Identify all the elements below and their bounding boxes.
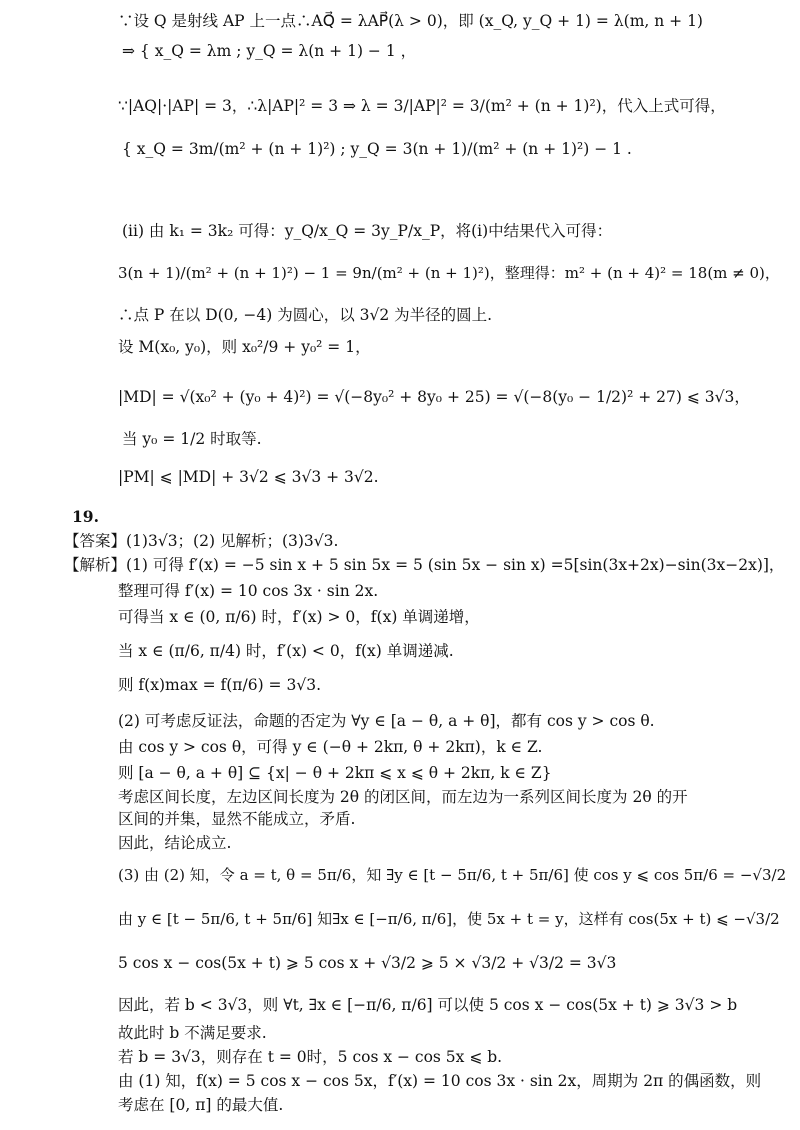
- text-line: 若 b = 3√3，则存在 t = 0时，5 cos x − cos 5x ⩽ b.: [118, 1048, 503, 1066]
- text-line: 则 f(x)max = f(π/6) = 3√3.: [118, 676, 321, 694]
- text-line: |PM| ⩽ |MD| + 3√2 ⩽ 3√3 + 3√2.: [118, 468, 379, 486]
- text-line: 19.: [72, 507, 99, 526]
- text-line: 当 y₀ = 1/2 时取等.: [122, 430, 262, 448]
- text-line: 3(n + 1)/(m² + (n + 1)²) − 1 = 9n/(m² + (n + 1)²)，整理得：m² + (n + 4)² = 18(m ≠ 0)，: [118, 264, 780, 282]
- text-line: 因此，若 b < 3√3，则 ∀t, ∃x ∈ [−π/6, π/6] 可以使 5 cos x − cos(5x + t) ⩾ 3√3 > b: [118, 996, 738, 1014]
- text-line: 可得当 x ∈ (0, π/6) 时，f′(x) > 0，f(x) 单调递增，: [118, 608, 480, 626]
- text-line: ⇒ { x_Q = λm ; y_Q = λ(n + 1) − 1 ，: [122, 42, 417, 60]
- text-line: 设 M(x₀, y₀)，则 x₀²/9 + y₀² = 1，: [118, 338, 371, 356]
- text-line: 考虑区间长度，左边区间长度为 2θ 的闭区间，而左边为一系列区间长度为 2θ 的开: [118, 788, 688, 806]
- text-line: 【解析】(1) 可得 f′(x) = −5 sin x + 5 sin 5x = 5 (sin 5x − sin x) =5[sin(3x+2x)−sin(3x−2x)]，: [64, 556, 785, 574]
- text-line: 由 cos y > cos θ，可得 y ∈ (−θ + 2kπ, θ + 2kπ)，k ∈ Z.: [118, 738, 543, 756]
- text-line: 由 (1) 知，f(x) = 5 cos x − cos 5x，f′(x) = 10 cos 3x · sin 2x，周期为 2π 的偶函数，则: [118, 1072, 762, 1090]
- text-line: (3) 由 (2) 知，令 a = t, θ = 5π/6，知 ∃y ∈ [t − 5π/6, t + 5π/6] 使 cos y ⩽ cos 5π/6 = −√3/2: [118, 866, 787, 884]
- text-line: |MD| = √(x₀² + (y₀ + 4)²) = √(−8y₀² + 8y₀ + 25) = √(−8(y₀ − 1/2)² + 27) ⩽ 3√3，: [118, 388, 750, 406]
- text-line: 考虑在 [0, π] 的最大值.: [118, 1096, 284, 1114]
- text-line: 因此，结论成立.: [118, 834, 232, 852]
- text-line: 5 cos x − cos(5x + t) ⩾ 5 cos x + √3/2 ⩾ 5 × √3/2 + √3/2 = 3√3: [118, 954, 617, 972]
- text-line: ∵|AQ|·|AP| = 3，∴λ|AP|² = 3 ⇒ λ = 3/|AP|² = 3/(m² + (n + 1)²)，代入上式可得，: [118, 97, 726, 115]
- text-line: 区间的并集，显然不能成立，矛盾.: [118, 810, 356, 828]
- text-line: 故此时 b 不满足要求.: [118, 1024, 267, 1042]
- text-line: { x_Q = 3m/(m² + (n + 1)²) ; y_Q = 3(n + 1)/(m² + (n + 1)²) − 1 .: [122, 140, 632, 158]
- text-line: ∵设 Q 是射线 AP 上一点∴AQ⃗ = λAP⃗(λ > 0)，即 (x_Q, y_Q + 1) = λ(m, n + 1): [118, 12, 703, 30]
- text-line: (ii) 由 k₁ = 3k₂ 可得：y_Q/x_Q = 3y_P/x_P，将(i)中结果代入可得：: [122, 222, 613, 240]
- text-line: ∴点 P 在以 D(0, −4) 为圆心，以 3√2 为半径的圆上.: [118, 306, 493, 324]
- text-line: 由 y ∈ [t − 5π/6, t + 5π/6] 知∃x ∈ [−π/6, π/6]，使 5x + t = y，这样有 cos(5x + t) ⩽ −√3/2: [118, 910, 780, 928]
- text-line: (2) 可考虑反证法，命题的否定为 ∀y ∈ [a − θ, a + θ]，都有 cos y > cos θ.: [118, 712, 655, 730]
- text-line: 整理可得 f′(x) = 10 cos 3x · sin 2x.: [118, 582, 379, 600]
- text-line: 【答案】(1)3√3；(2) 见解析；(3)3√3.: [64, 532, 339, 550]
- text-line: 则 [a − θ, a + θ] ⊆ {x| − θ + 2kπ ⩽ x ⩽ θ + 2kπ, k ∈ Z}: [118, 764, 552, 782]
- text-line: 当 x ∈ (π/6, π/4) 时，f′(x) < 0，f(x) 单调递减.: [118, 642, 454, 660]
